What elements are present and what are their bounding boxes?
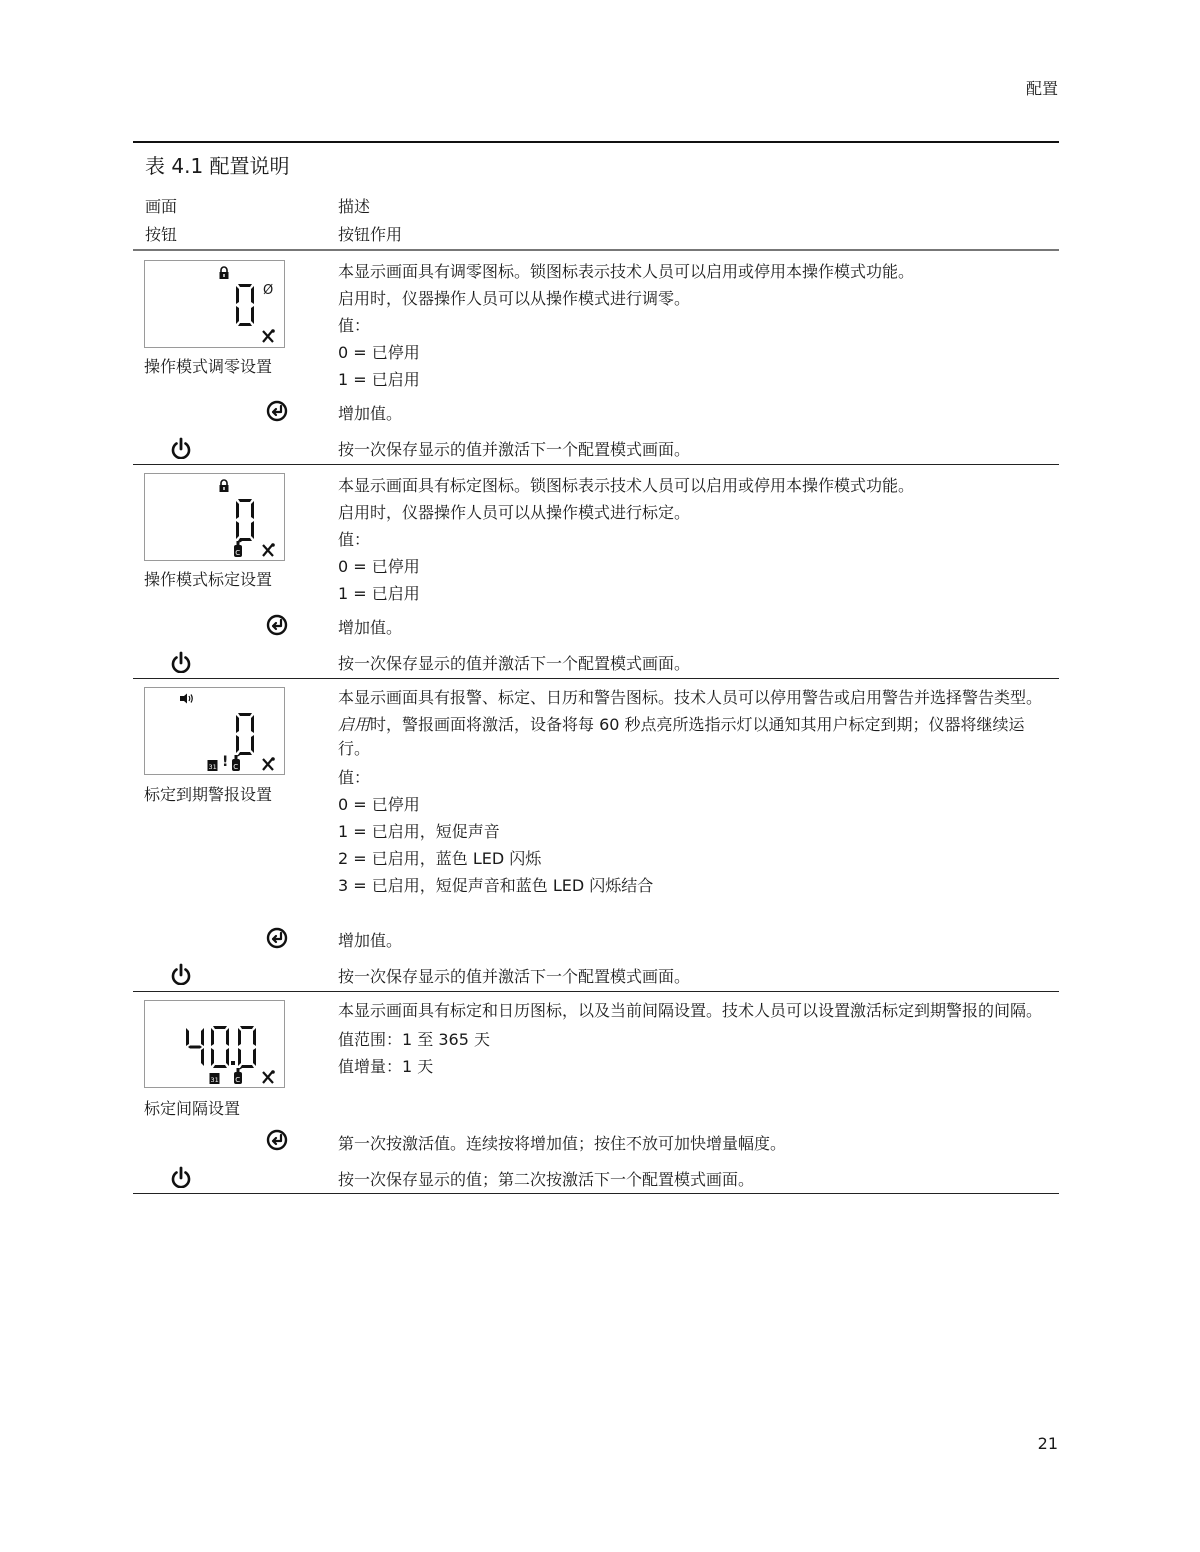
enter-icon [266,1129,288,1151]
table-bottom-rule [133,1193,1059,1194]
description-line: 2 = 已启用，蓝色 LED 闪烁 [338,849,542,868]
tools-icon [261,329,275,344]
button-action-text: 按一次保存显示的值并激活下一个配置模式画面。 [338,440,691,459]
description-line: 本显示画面具有调零图标。锁图标表示技术人员可以启用或停用本操作模式功能。 [338,262,915,281]
description-line: 值： [338,768,371,787]
button-action-text: 第一次按激活值。连续按将增加值；按住不放可加快增量幅度。 [338,1134,787,1153]
power-icon [170,437,192,459]
description-line: 本显示画面具有报警、标定、日历和警告图标。技术人员可以停用警告或启用警告并选择警告类型。 [338,688,1043,707]
description-line: 本显示画面具有标定图标。锁图标表示技术人员可以启用或停用本操作模式功能。 [338,476,915,495]
description-line: 值范围：1 至 365 天 [338,1030,490,1049]
table-row-calibration-interval [133,992,1059,1193]
description-line: 值： [338,530,371,549]
button-action-text: 增加值。 [338,618,403,637]
italic-term: 启用 [338,715,371,734]
description-line: 0 = 已停用 [338,343,420,362]
column-header-description: 描述 [338,197,371,216]
description-line: 值： [338,316,371,335]
lcd-digit [235,498,255,542]
description-text: 时，警报画面将激活，设备将每 60 秒点亮所选指示灯以通知其用户标定到期；仪器将继续运行。 [338,715,1025,758]
lcd-digit [210,1025,230,1069]
screen-caption: 标定间隔设置 [144,1099,241,1118]
description-line: 1 = 已启用 [338,370,420,389]
description-line: 1 = 已启用 [338,584,420,603]
power-icon [170,1166,192,1188]
tools-icon [261,757,275,772]
table-row-calibration-due-alarm [133,679,1059,991]
description-line: 值增量：1 天 [338,1057,434,1076]
description-line: 本显示画面具有标定和日历图标，以及当前间隔设置。技术人员可以设置激活标定到期警报的间隔。 [338,1001,1043,1020]
screen-caption: 操作模式标定设置 [144,570,273,589]
screen-caption: 标定到期警报设置 [144,785,273,804]
column-header-button: 按钮 [145,225,178,244]
lcd-digit [237,1025,257,1069]
calendar-icon [209,1072,220,1085]
zero-symbol-icon: Ø [263,283,274,298]
tools-icon [261,543,275,558]
button-action-text: 按一次保存显示的值并激活下一个配置模式画面。 [338,654,691,673]
description-line: 启用时，仪器操作人员可以从操作模式进行调零。 [338,289,691,308]
cylinder-icon [233,540,243,558]
description [338,472,1053,607]
description-line: 1 = 已启用，短促声音 [338,822,500,841]
speaker-icon [180,693,194,704]
description [338,686,1053,899]
enter-icon [266,614,288,636]
lcd-digit [235,283,255,327]
cylinder-icon [231,754,241,772]
column-header-button-action: 按钮作用 [338,225,403,244]
lcd-display [144,1000,285,1088]
power-icon [170,651,192,673]
alert-icon: ! [222,754,229,770]
button-action-text: 增加值。 [338,931,403,950]
description-line: 3 = 已启用，短促声音和蓝色 LED 闪烁结合 [338,876,654,895]
lcd-digit [185,1025,205,1069]
top-rule [133,141,1059,143]
calendar-icon [207,759,218,772]
tools-icon [261,1070,275,1085]
screen-caption: 操作模式调零设置 [144,357,273,376]
table-row-zero-setting [133,251,1059,464]
column-header-screen: 画面 [145,197,178,216]
lock-icon [219,479,229,493]
running-header: 配置 [1025,79,1058,98]
lcd-display [144,260,285,348]
table-row-calibration-setting [133,465,1059,678]
description [338,258,1053,393]
button-action-text: 增加值。 [338,404,403,423]
lcd-decimal-point [231,1061,235,1065]
lcd-display [144,687,285,775]
description-line [338,713,1053,761]
lock-icon [219,266,229,280]
description [338,999,1053,1080]
enter-icon [266,927,288,949]
table-title: 表 4.1 配置说明 [145,154,290,178]
button-action-text: 按一次保存显示的值；第二次按激活下一个配置模式画面。 [338,1170,755,1189]
power-icon [170,963,192,985]
description-line: 0 = 已停用 [338,557,420,576]
enter-icon [266,400,288,422]
page-number: 21 [1037,1434,1058,1453]
lcd-display [144,473,285,561]
description-line: 0 = 已停用 [338,795,420,814]
description-line: 启用时，仪器操作人员可以从操作模式进行标定。 [338,503,691,522]
lcd-digit [235,712,255,756]
cylinder-icon [233,1067,243,1085]
button-action-text: 按一次保存显示的值并激活下一个配置模式画面。 [338,967,691,986]
